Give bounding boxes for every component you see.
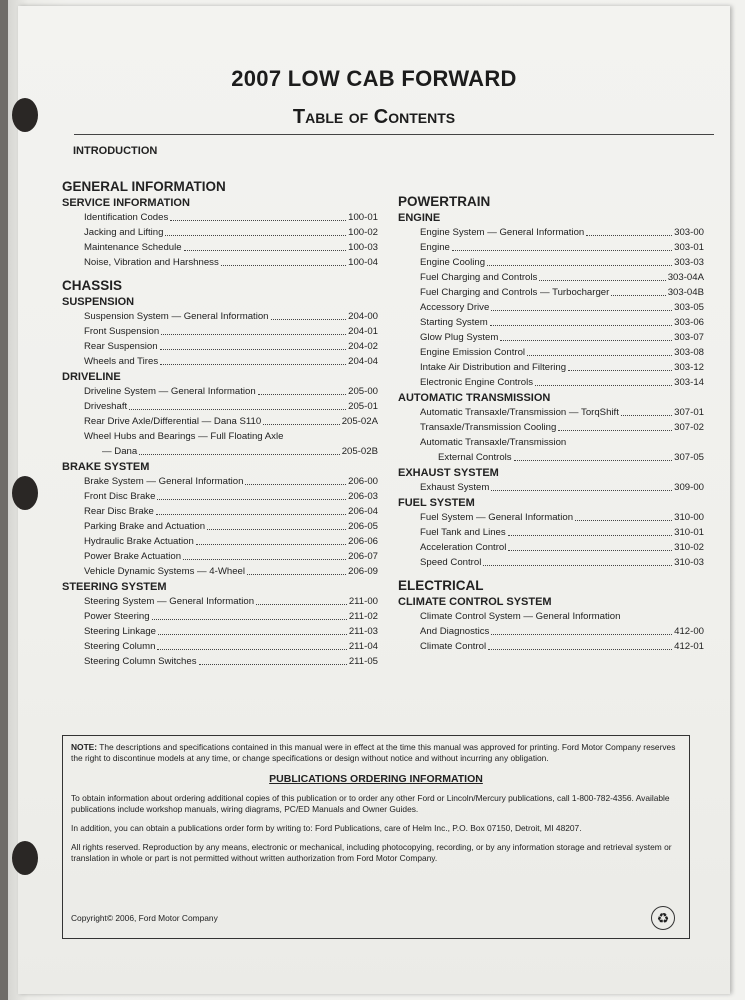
entry-page-number: 307-02 [674, 422, 704, 433]
toc-entry[interactable] [62, 489, 378, 504]
toc-entry[interactable] [398, 345, 704, 360]
dot-leader [527, 355, 672, 356]
entry-page-number: 303-03 [674, 257, 704, 268]
entry-page-number: 206-06 [348, 536, 378, 547]
entry-page-number: 303-06 [674, 317, 704, 328]
toc-entry[interactable] [398, 255, 704, 270]
title-rule [74, 134, 714, 135]
subsection-heading: FUEL SYSTEM [398, 497, 475, 509]
entry-page-number: 211-05 [348, 656, 378, 667]
entry-page-number: 211-04 [348, 641, 378, 652]
notice-box [62, 735, 690, 939]
subsection-heading: BRAKE SYSTEM [62, 461, 150, 473]
entry-title: Steering Column [84, 641, 156, 652]
dot-leader [487, 265, 672, 266]
note-paragraph [71, 742, 681, 764]
subsection-heading: SUSPENSION [62, 296, 135, 308]
entry-page-number: 205-00 [348, 386, 378, 397]
toc-entry[interactable] [62, 255, 378, 270]
toc-entry[interactable] [398, 540, 704, 555]
entry-page-number: 307-05 [674, 452, 704, 463]
toc-column-left [62, 171, 378, 669]
toc-entry[interactable] [62, 414, 378, 429]
entry-title: Driveline System — General Information [84, 386, 256, 397]
entry-page-number: 206-04 [348, 506, 378, 517]
toc-entry[interactable] [398, 624, 704, 639]
section-heading: CHASSIS [62, 278, 123, 293]
section-heading: POWERTRAIN [398, 194, 491, 209]
entry-title: Electronic Engine Controls [420, 377, 534, 388]
dot-leader [491, 634, 672, 635]
subsection-heading: ENGINE [398, 212, 441, 224]
entry-title: Accessory Drive [420, 302, 490, 313]
ordering-header: PUBLICATIONS ORDERING INFORMATION [269, 773, 483, 785]
dot-leader [539, 280, 665, 281]
toc-entry[interactable] [62, 399, 378, 414]
entry-title: Engine Emission Control [420, 347, 526, 358]
toc-entry[interactable] [62, 564, 378, 579]
entry-page-number: 303-08 [674, 347, 704, 358]
toc-entry[interactable] [398, 375, 704, 390]
toc-entry[interactable] [62, 594, 378, 609]
dot-leader [271, 319, 347, 320]
entry-page-number: 310-03 [674, 557, 704, 568]
entry-page-number: 303-04B [667, 287, 704, 298]
entry-title: Fuel Charging and Controls [420, 272, 538, 283]
entry-title: Rear Drive Axle/Differential — Dana S110 [84, 416, 262, 427]
entry-title: Transaxle/Transmission Cooling [420, 422, 557, 433]
subsection-heading: CLIMATE CONTROL SYSTEM [398, 596, 552, 608]
dot-leader [139, 454, 340, 455]
dot-leader [500, 340, 672, 341]
dot-leader [157, 499, 346, 500]
entry-page-number: 206-07 [348, 551, 378, 562]
toc-entry[interactable] [62, 225, 378, 240]
dot-leader [158, 634, 347, 635]
dot-leader [160, 349, 347, 350]
dot-leader [586, 235, 672, 236]
entry-title: Brake System — General Information [84, 476, 244, 487]
dot-leader [245, 484, 346, 485]
dot-leader [575, 520, 672, 521]
toc-entry[interactable] [398, 270, 704, 285]
entry-title: And Diagnostics [420, 626, 490, 637]
dot-leader [558, 430, 672, 431]
section-heading: GENERAL INFORMATION [62, 179, 226, 194]
entry-page-number: 100-01 [348, 212, 378, 223]
entry-page-number: 303-07 [674, 332, 704, 343]
dot-leader [184, 250, 347, 251]
toc-entry[interactable] [62, 519, 378, 534]
ordering-paragraph: To obtain information about ordering additional copies of this publication or to order any other Ford or Lincoln/Mercury publications, call 1-800-782-4356. Available publications include workshop manuals, wiring diagrams, PC/ED Manuals and Owner Guides. [71, 793, 670, 814]
toc-entry[interactable] [398, 300, 704, 315]
dot-leader [221, 265, 346, 266]
dot-leader [170, 220, 346, 221]
entry-page-number: 309-00 [674, 482, 704, 493]
toc-entry[interactable] [398, 330, 704, 345]
entry-title: Steering Linkage [84, 626, 157, 637]
dot-leader [247, 574, 346, 575]
entry-title: Noise, Vibration and Harshness [84, 257, 219, 268]
dot-leader [508, 535, 672, 536]
document-title: 2007 LOW CAB FORWARD [231, 66, 517, 91]
toc-entry[interactable] [62, 534, 378, 549]
dot-leader [258, 394, 346, 395]
toc-entry[interactable] [62, 549, 378, 564]
dot-leader [152, 619, 347, 620]
entry-title: Rear Suspension [84, 341, 158, 352]
rights-paragraph: All rights reserved. Reproduction by any means, electronic or mechanical, including photocopying, recording, or by any information storage and retrieval system or translation in whole or part is not permitted without written authorization from Ford Motor Company. [71, 842, 672, 863]
entry-page-number: 100-02 [348, 227, 378, 238]
entry-page-number: 205-02B [341, 446, 378, 457]
entry-title: Jacking and Lifting [84, 227, 164, 238]
entry-title: Automatic Transaxle/Transmission [420, 437, 567, 448]
dot-leader [196, 544, 346, 545]
toc-entry[interactable] [398, 240, 704, 255]
copyright-text: Copyright© 2006, Ford Motor Company [71, 913, 218, 923]
entry-page-number: 206-05 [348, 521, 378, 532]
section-heading: ELECTRICAL [398, 578, 484, 593]
entry-title: Exhaust System [420, 482, 490, 493]
note-text: The descriptions and specifications contained in this manual were in effect at the time this manual was approved for printing. Ford Motor Company reserves the right to discontinue models at any time, or change specifications or design without notice and without incurring any obligation. [71, 742, 676, 763]
entry-page-number: 100-03 [348, 242, 378, 253]
toc-entry[interactable] [398, 285, 704, 300]
toc-entry[interactable] [62, 309, 378, 324]
entry-title: Steering System — General Information [84, 596, 255, 607]
toc-entry[interactable] [62, 339, 378, 354]
toc-entry-line [398, 435, 704, 450]
entry-title: Glow Plug System [420, 332, 499, 343]
toc-entry[interactable] [398, 525, 704, 540]
subsection-heading: DRIVELINE [62, 371, 121, 383]
toc-entry[interactable] [62, 354, 378, 369]
document-subtitle: Table of Contents [292, 106, 456, 128]
toc-entry[interactable] [62, 609, 378, 624]
toc-entry[interactable] [398, 405, 704, 420]
toc-entry[interactable] [62, 504, 378, 519]
entry-title: Power Steering [84, 611, 150, 622]
toc-entry[interactable] [398, 555, 704, 570]
toc-entry[interactable] [398, 510, 704, 525]
entry-title: Front Suspension [84, 326, 160, 337]
toc-entry[interactable] [62, 210, 378, 225]
entry-title: Wheel Hubs and Bearings — Full Floating Axle [84, 431, 284, 442]
toc-entry[interactable] [398, 420, 704, 435]
entry-page-number: 211-02 [348, 611, 378, 622]
toc-entry[interactable] [398, 480, 704, 495]
document-page [18, 6, 730, 994]
dot-leader [161, 334, 346, 335]
entry-title: Fuel Tank and Lines [420, 527, 506, 538]
toc-entry[interactable] [62, 444, 378, 459]
entry-title: Acceleration Control [420, 542, 507, 553]
entry-page-number: 204-00 [348, 311, 378, 322]
entry-title: Maintenance Schedule [84, 242, 182, 253]
toc-entry[interactable] [398, 450, 704, 465]
entry-page-number: 303-00 [674, 227, 704, 238]
entry-title: Steering Column Switches [84, 656, 197, 667]
toc-entry[interactable] [398, 315, 704, 330]
entry-title: Fuel System — General Information [420, 512, 574, 523]
entry-title: Rear Disc Brake [84, 506, 154, 517]
entry-title: — Dana [102, 446, 138, 457]
entry-page-number: 412-00 [674, 626, 704, 637]
subsection-heading: AUTOMATIC TRANSMISSION [398, 392, 551, 404]
order-form-paragraph: In addition, you can obtain a publications order form by writing to: Ford Publications, care of Helm Inc., P.O. Box 07150, Detroit, MI 48207. [71, 823, 582, 833]
dot-leader [611, 295, 665, 296]
entry-page-number: 100-04 [348, 257, 378, 268]
entry-title: Climate Control System — General Information [420, 611, 621, 622]
entry-title: Speed Control [420, 557, 482, 568]
entry-page-number: 310-02 [674, 542, 704, 553]
toc-column-right [398, 186, 704, 654]
entry-title: Power Brake Actuation [84, 551, 182, 562]
dot-leader [488, 649, 672, 650]
binder-hole [12, 476, 38, 510]
entry-page-number: 204-01 [348, 326, 378, 337]
subsection-heading: STEERING SYSTEM [62, 581, 167, 593]
entry-title: Fuel Charging and Controls — Turbocharger [420, 287, 610, 298]
toc-entry[interactable] [62, 624, 378, 639]
toc-entry[interactable] [398, 360, 704, 375]
entry-page-number: 303-01 [674, 242, 704, 253]
entry-title: Hydraulic Brake Actuation [84, 536, 194, 547]
toc-entry[interactable] [62, 324, 378, 339]
dot-leader [129, 409, 346, 410]
entry-title: Front Disc Brake [84, 491, 156, 502]
dot-leader [535, 385, 672, 386]
entry-title: Identification Codes [84, 212, 169, 223]
entry-title: Suspension System — General Information [84, 311, 269, 322]
entry-page-number: 303-05 [674, 302, 704, 313]
note-label: NOTE: [71, 742, 98, 752]
entry-page-number: 211-03 [348, 626, 378, 637]
dot-leader [491, 310, 672, 311]
entry-page-number: 206-09 [348, 566, 378, 577]
toc-entry[interactable] [62, 639, 378, 654]
dot-leader [165, 235, 346, 236]
entry-page-number: 310-01 [674, 527, 704, 538]
dot-leader [256, 604, 347, 605]
entry-title: Engine [420, 242, 450, 253]
entry-title: Wheels and Tires [84, 356, 159, 367]
entry-title: Parking Brake and Actuation [84, 521, 206, 532]
entry-title: Intake Air Distribution and Filtering [420, 362, 567, 373]
entry-page-number: 303-04A [667, 272, 704, 283]
dot-leader [490, 325, 672, 326]
entry-page-number: 211-00 [348, 596, 378, 607]
subsection-heading: EXHAUST SYSTEM [398, 467, 499, 479]
entry-title: Vehicle Dynamic Systems — 4-Wheel [84, 566, 246, 577]
toc-entry-line [62, 429, 378, 444]
dot-leader [263, 424, 340, 425]
toc-entry[interactable] [62, 654, 378, 669]
entry-page-number: 205-02A [341, 416, 378, 427]
dot-leader [483, 565, 672, 566]
entry-page-number: 412-01 [674, 641, 704, 652]
entry-page-number: 204-04 [348, 356, 378, 367]
entry-title: Automatic Transaxle/Transmission — TorqShift [420, 407, 619, 418]
dot-leader [508, 550, 672, 551]
entry-title: Engine Cooling [420, 257, 486, 268]
dot-leader [514, 460, 673, 461]
dot-leader [491, 490, 672, 491]
toc-entry-line [398, 609, 704, 624]
toc-entry[interactable] [398, 225, 704, 240]
entry-title: External Controls [438, 452, 512, 463]
entry-title: Engine System — General Information [420, 227, 585, 238]
entry-page-number: 310-00 [674, 512, 704, 523]
toc-introduction: INTRODUCTION [73, 145, 158, 157]
entry-page-number: 205-01 [348, 401, 378, 412]
recycle-icon: ♻ [651, 906, 675, 930]
dot-leader [156, 514, 346, 515]
binder-hole [12, 841, 38, 875]
toc-entry[interactable] [398, 639, 704, 654]
dot-leader [160, 364, 346, 365]
toc-entry[interactable] [62, 240, 378, 255]
entry-page-number: 303-14 [674, 377, 704, 388]
entry-title: Climate Control [420, 641, 487, 652]
dot-leader [157, 649, 346, 650]
entry-page-number: 206-00 [348, 476, 378, 487]
dot-leader [199, 664, 347, 665]
entry-page-number: 307-01 [674, 407, 704, 418]
dot-leader [183, 559, 346, 560]
entry-page-number: 303-12 [674, 362, 704, 373]
toc-entry[interactable] [62, 384, 378, 399]
entry-page-number: 206-03 [348, 491, 378, 502]
entry-title: Starting System [420, 317, 488, 328]
dot-leader [452, 250, 672, 251]
entry-title: Driveshaft [84, 401, 128, 412]
toc-entry[interactable] [62, 474, 378, 489]
dot-leader [621, 415, 672, 416]
dot-leader [207, 529, 346, 530]
subsection-heading: SERVICE INFORMATION [62, 197, 190, 209]
entry-page-number: 204-02 [348, 341, 378, 352]
dot-leader [568, 370, 672, 371]
